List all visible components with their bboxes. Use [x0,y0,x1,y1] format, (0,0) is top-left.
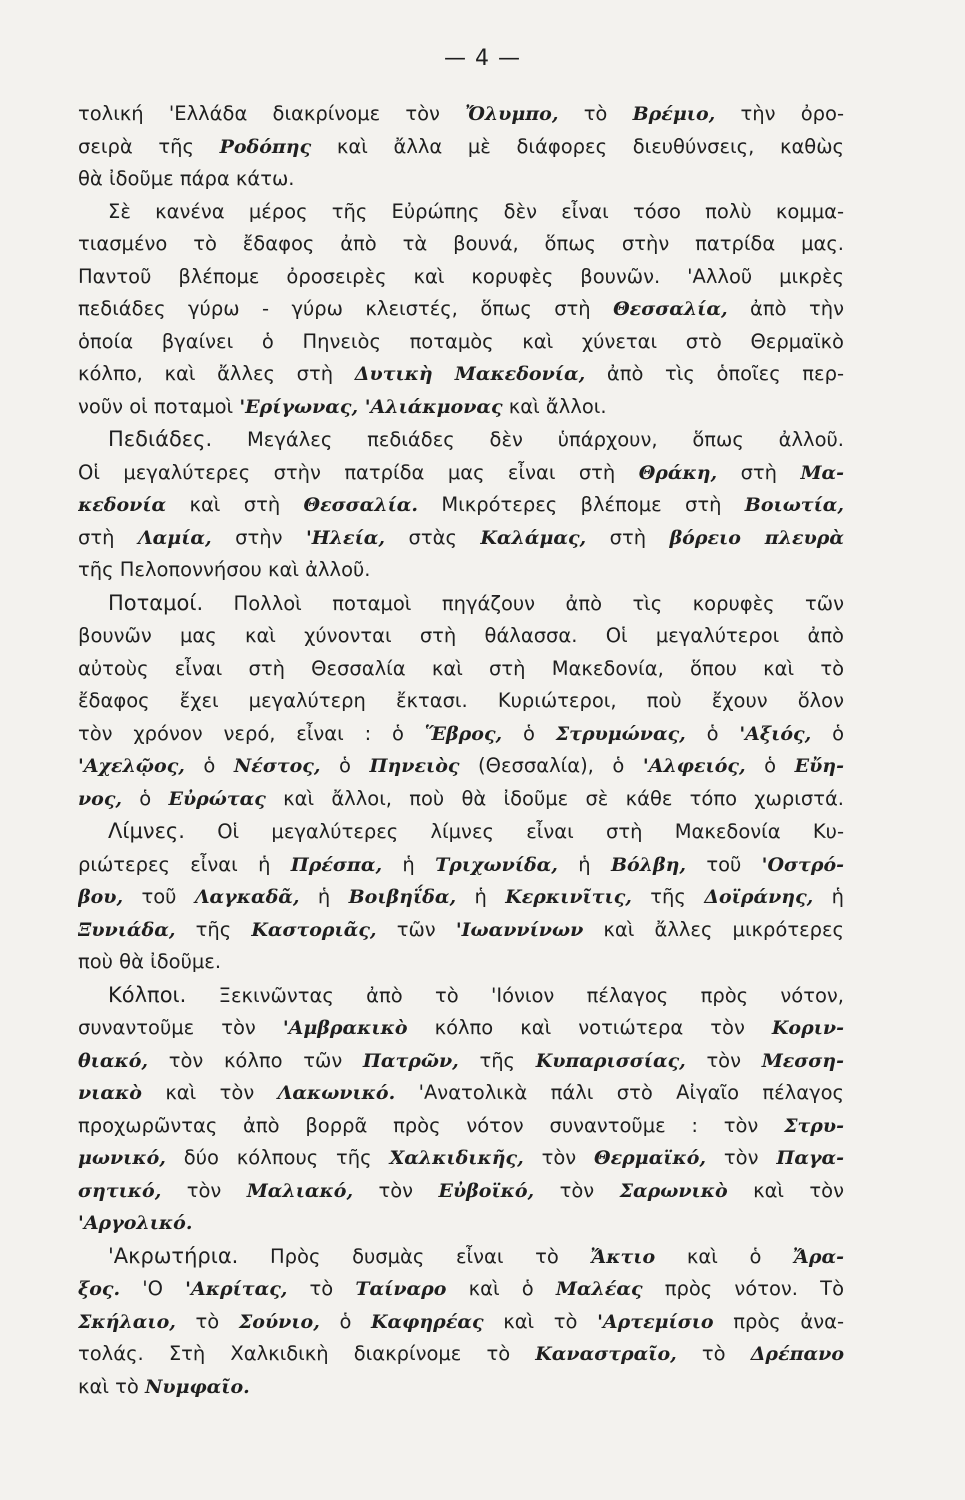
emphasized-term: Λαμία, [137,526,212,549]
text-line [78,849,844,882]
emphasized-term: Βόλβη, [610,853,687,876]
emphasized-term: Κυπαρισσίας, [535,1049,686,1072]
section-heading: Ποταμοί. [108,590,204,615]
text-line [78,1240,844,1274]
text-line [78,489,844,522]
emphasized-term: Λακωνικό. [277,1082,396,1104]
emphasized-term: Σκήλαιο, [78,1310,176,1333]
emphasized-term: Στρυμώνας, [555,722,686,745]
emphasized-term: Κερκινῖτις, [505,886,632,908]
text-line [78,522,844,555]
text-segment: τὸν χρόνον νερό, εἶναι : ὁ [78,721,425,745]
emphasized-term: Σαρωνικὸ [619,1179,728,1202]
emphasized-term: Νυμφαῖο. [145,1375,250,1398]
text-segment: τῶν [376,917,456,941]
emphasized-term: Ὄλυμπο, [465,103,559,125]
text-segment: συναντοῦμε τὸν [78,1016,283,1039]
emphasized-term: 'Αμβρακικὸ [282,1017,408,1039]
text-line [78,391,844,424]
text-segment: τιασμένο τὸ ἔδαφος ἀπὸ τὰ βουνά, ὅπως στὴν πατρίδα μας. [78,232,844,255]
text-segment: τοῦ [686,852,762,876]
text-segment: καὶ τὸν [727,1178,844,1202]
text-segment: καὶ ἄλλα μὲ διάφορες διευθύνσεις, καθὼς [311,134,844,158]
text-line [78,1371,844,1404]
section-heading: Λίμνες. [108,819,185,843]
text-segment: τὸν κόλπο τῶν [148,1048,363,1072]
text-segment: Οἱ μεγαλύτερες στὴν πατρίδα μας εἶναι στὴ [78,460,639,484]
emphasized-term: Δυτικὴ Μακεδονία, [354,363,586,385]
emphasized-term: Μα- [800,461,844,484]
emphasized-term: Εὔη- [794,755,844,777]
emphasized-term: Ἄκτιο [590,1245,656,1268]
text-segment: ἔδαφος ἔχει μεγαλύτερη ἔκτασι. Κυριώτεροι, ποὺ ἔχουν ὅλον [78,689,844,712]
text-segment: στὴ [78,525,138,549]
emphasized-term: Θεσσαλία, [613,298,728,320]
text-segment: ὁποία βγαίνει ὁ Πηνειὸς ποταμὸς καὶ χύνεται στὸ Θερμαϊκὸ [78,329,844,353]
text-line [78,98,844,131]
emphasized-term: βου, [78,886,124,908]
text-line [78,914,844,947]
emphasized-term: Θράκη, [638,461,718,484]
text-segment: τὸ [558,102,633,125]
text-line [78,1338,844,1371]
emphasized-term: Ἕβρος, [424,722,503,745]
text-segment: τὸ [287,1277,356,1300]
emphasized-term: 'Αρτεμίσιο [597,1310,714,1333]
text-segment: Σὲ κανένα μέρος τῆς Εὐρώπης δὲν εἶναι τόσο πολὺ κομμα- [108,199,844,223]
text-segment: ὁ [502,721,556,745]
text-line [78,685,844,718]
emphasized-term: Στρυ- [784,1114,844,1137]
text-segment: αὐτοὺς εἶναι στὴ Θεσσαλία καὶ στὴ Μακεδονία, ὅπου καὶ τὸ [78,656,844,680]
emphasized-term: Ταίναρο [355,1278,447,1300]
emphasized-term: Λαγκαδᾶ, [194,886,300,908]
text-segment: καὶ τὸ [78,1374,146,1398]
text-segment: ὁ [320,754,370,777]
text-segment: ὁ [745,754,795,777]
emphasized-term: Θεσσαλία. [303,494,419,516]
text-segment: ἡ [813,885,844,908]
emphasized-term: Δοϊράνης, [704,886,814,908]
text-line [78,358,844,391]
emphasized-term: Βοιωτία, [744,494,844,516]
text-segment: καὶ ἄλλες μικρότερες [583,917,844,941]
text-line [78,1012,844,1045]
text-segment: στὴ [717,460,801,484]
emphasized-term: Θερμαϊκό, [594,1147,707,1169]
text-segment: Οἱ μεγαλύτερες λίμνες εἶναι στὴ Μακεδονία Κυ- [184,820,844,843]
emphasized-term: 'Οστρό- [761,853,844,876]
emphasized-term: Μαλέας [555,1278,643,1300]
text-segment: νοῦν οἱ ποταμοὶ [78,394,240,418]
text-segment: ὁ [122,786,169,810]
text-segment: ποὺ θὰ ἰδοῦμε. [78,950,222,973]
emphasized-term: Καστοριᾶς, [251,918,377,941]
emphasized-term: 'Αχελῷος, [78,755,185,777]
text-segment: προχωρῶντας ἀπὸ βορρᾶ πρὸς νότον συναντοῦμε : τὸν [78,1113,785,1137]
text-line [78,131,844,164]
emphasized-term: Δρέπανο [750,1343,844,1365]
text-segment: τολική 'Ελλάδα διακρίνομε τὸν [78,102,466,125]
emphasized-term: Εὐρώτας [168,787,266,810]
text-segment: ριώτερες εἶναι ἡ [78,852,291,876]
text-segment: Ξεκινῶντας ἀπὸ τὸ 'Ιόνιον πέλαγος πρὸς νότον, [186,983,844,1007]
text-segment: τῆς Πελοποννήσου καὶ ἀλλοῦ. [78,558,371,581]
text-line [78,783,844,816]
text-line [78,457,844,490]
emphasized-term: Καναστραῖο, [535,1343,677,1365]
text-line [78,1273,844,1306]
text-segment: ἀπὸ τὴν [727,297,844,320]
text-line [78,554,844,587]
text-segment: τὸν [353,1178,439,1202]
emphasized-term: σητικό, [78,1179,162,1202]
text-segment: τὸ [175,1309,239,1333]
text-segment: καὶ τὸ [483,1309,598,1333]
emphasized-term: κεδονία [78,494,167,516]
text-segment: Πρὸς δυσμὰς εἶναι τὸ [238,1244,591,1268]
text-segment: καὶ ἄλλοι. [502,394,607,418]
text-segment: καὶ τὸν [141,1081,278,1104]
text-line [78,653,844,686]
text-segment: πρὸς νότον. Τὸ [642,1277,844,1300]
text-line [78,620,844,653]
text-segment: καὶ στὴ [166,493,304,516]
text-line [78,326,844,359]
text-segment: ἡ [382,852,436,876]
emphasized-term: 'Αργολικό. [78,1212,193,1234]
text-line [78,1306,844,1339]
text-line [78,1175,844,1208]
emphasized-term: Εὐβοϊκό, [438,1179,535,1202]
text-segment: τὸν [523,1146,595,1169]
text-segment: καὶ ὁ [446,1277,556,1300]
text-segment: κόλπο, καὶ ἄλλες στὴ [78,362,355,385]
text-segment: τολάς. Στὴ Χαλκιδικὴ διακρίνομε τὸ [78,1342,536,1365]
emphasized-term: Χαλκιδικῆς, [389,1147,524,1169]
text-line [78,293,844,326]
text-segment: τὸν [706,1146,777,1169]
emphasized-term: Νέστος, [233,755,321,777]
emphasized-term: 'Ιωαννίνων [455,918,584,941]
emphasized-term: 'Αξιός, [739,722,812,745]
text-line [78,163,844,196]
text-segment: θὰ ἰδοῦμε πάρα κάτω. [78,167,295,190]
text-segment: ἡ [456,885,506,908]
text-line [78,196,844,229]
text-segment: τὸν [685,1048,762,1072]
text-line [78,587,844,621]
text-segment: ὁ [184,754,234,777]
text-segment: στὰς [385,525,481,549]
text-body [78,98,844,1403]
emphasized-term: θιακό, [78,1049,149,1072]
text-line [78,815,844,849]
text-segment: Παντοῦ βλέπομε ὀροσειρὲς καὶ κορυφὲς βουνῶν. 'Αλλοῦ μικρὲς [78,264,844,288]
text-segment: στὴ [586,525,670,549]
text-segment: ἡ [299,885,349,908]
text-segment: (Θεσσαλία), ὁ [459,754,643,777]
emphasized-term: 'Αλφειός, [642,755,746,777]
text-segment: Μικρότερες βλέπομε στὴ [418,493,745,516]
emphasized-term: μωνικό, [78,1147,166,1169]
text-line [78,979,844,1013]
emphasized-term: Ροδόπης [219,135,312,158]
emphasized-term: 'Ερίγωνας, 'Αλιάκμονας [239,395,503,418]
emphasized-term: Πατρῶν, [362,1049,459,1072]
emphasized-term: νιακὸ [78,1082,142,1104]
text-line [78,1077,844,1110]
text-segment: στὴν [211,525,306,549]
text-segment: πεδιάδες γύρω - γύρω κλειστές, ὅπως στὴ [78,297,614,320]
emphasized-term: ξος. [78,1278,121,1300]
text-line [78,750,844,783]
emphasized-term: Κοριν- [771,1017,844,1039]
text-segment: ὁ [685,721,740,745]
emphasized-term: Βρέμιο, [632,103,716,125]
emphasized-term: Καφηρέας [371,1310,484,1333]
emphasized-term: Μαλιακό, [246,1179,354,1202]
text-line [78,1207,844,1240]
emphasized-term: Πρέσπα, [290,853,383,876]
text-line [78,881,844,914]
emphasized-term: Βοιβηΐδα, [348,886,457,908]
text-segment: τὸν [534,1178,620,1202]
text-segment: ὁ [811,721,844,745]
section-heading: Κόλποι. [108,982,187,1007]
text-segment: τῆς [631,885,705,908]
emphasized-term: Ξυνιάδα, [78,918,176,941]
emphasized-term: Μεσση- [761,1049,844,1072]
text-line [78,946,844,979]
text-line [78,1110,844,1143]
text-segment: τῆς [175,917,252,941]
section-heading: Πεδιάδες. [108,427,213,451]
emphasized-term: 'Ηλεία, [305,526,386,549]
text-line [78,261,844,294]
text-segment: Πολλοὶ ποταμοὶ πηγάζουν ἀπὸ τὶς κορυφὲς τῶν [203,591,844,615]
text-segment: δύο κόλπους τῆς [165,1146,390,1169]
emphasized-term: βόρειο πλευρὰ [669,526,844,549]
text-segment: βουνῶν μας καὶ χύνονται στὴ θάλασσα. Οἱ μεγαλύτεροι ἀπὸ [78,624,844,647]
emphasized-term: Τριχωνίδα, [435,853,558,876]
emphasized-term: Πηνειὸς [369,755,460,777]
text-segment: πρὸς ἀνα- [713,1309,844,1333]
text-segment: σειρὰ τῆς [78,134,220,158]
text-segment: τὸ [676,1342,751,1365]
emphasized-term: νος, [78,787,123,810]
section-heading: 'Ακρωτήρια. [108,1243,239,1268]
text-segment: 'Ανατολικὰ πάλι στὸ Αἰγαῖο πέλαγος [395,1081,844,1104]
text-segment: Μεγάλες πεδιάδες δὲν ὑπάρχουν, ὅπως ἀλλοῦ. [212,428,844,451]
text-line [78,228,844,261]
text-segment: τὸν [161,1178,247,1202]
text-segment: ἀπὸ τὶς ὁποῖες περ- [585,362,844,385]
emphasized-term: 'Ακρίτας, [185,1278,288,1300]
emphasized-term: Ἄρα- [793,1245,844,1268]
text-segment: ὁ [319,1309,372,1333]
text-segment: καὶ ὁ [655,1244,794,1268]
emphasized-term: Καλάμας, [480,526,587,549]
text-segment: τὴν ὀρο- [715,102,844,125]
emphasized-term: Σούνιο, [238,1310,320,1333]
text-segment: τοῦ [123,885,195,908]
text-line [78,1142,844,1175]
text-segment: 'Ο [120,1277,186,1300]
text-line [78,718,844,751]
text-segment: ἡ [557,852,611,876]
page-number: — 4 — [444,46,521,71]
text-line [78,1045,844,1078]
text-segment: καὶ ἄλλοι, ποὺ θὰ ἰδοῦμε σὲ κάθε τόπο χωριστά. [265,786,844,810]
text-segment: τῆς [458,1048,536,1072]
text-line [78,423,844,457]
text-segment: κόλπο καὶ νοτιώτερα τὸν [407,1016,772,1039]
emphasized-term: Παγα- [776,1147,844,1169]
